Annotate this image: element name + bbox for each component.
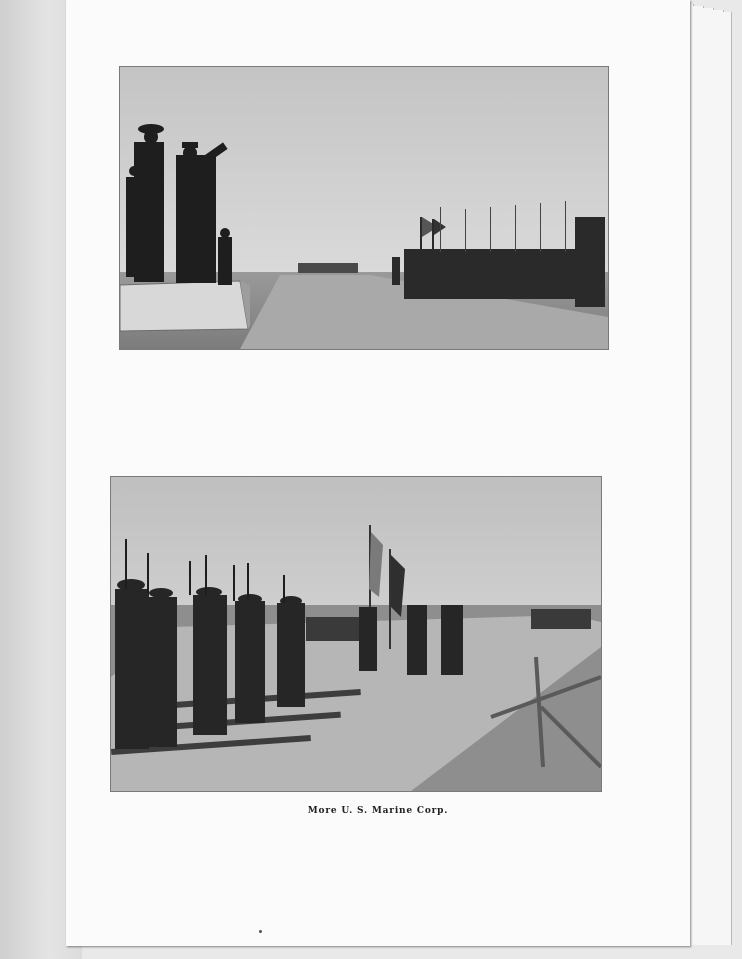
page-speck	[259, 930, 262, 933]
book-page	[66, 0, 690, 946]
stacked-page-edges	[682, 0, 742, 959]
upper-photograph	[119, 66, 609, 350]
photo-caption: More U. S. Marine Corp.	[307, 806, 449, 816]
lower-photograph	[110, 476, 602, 792]
